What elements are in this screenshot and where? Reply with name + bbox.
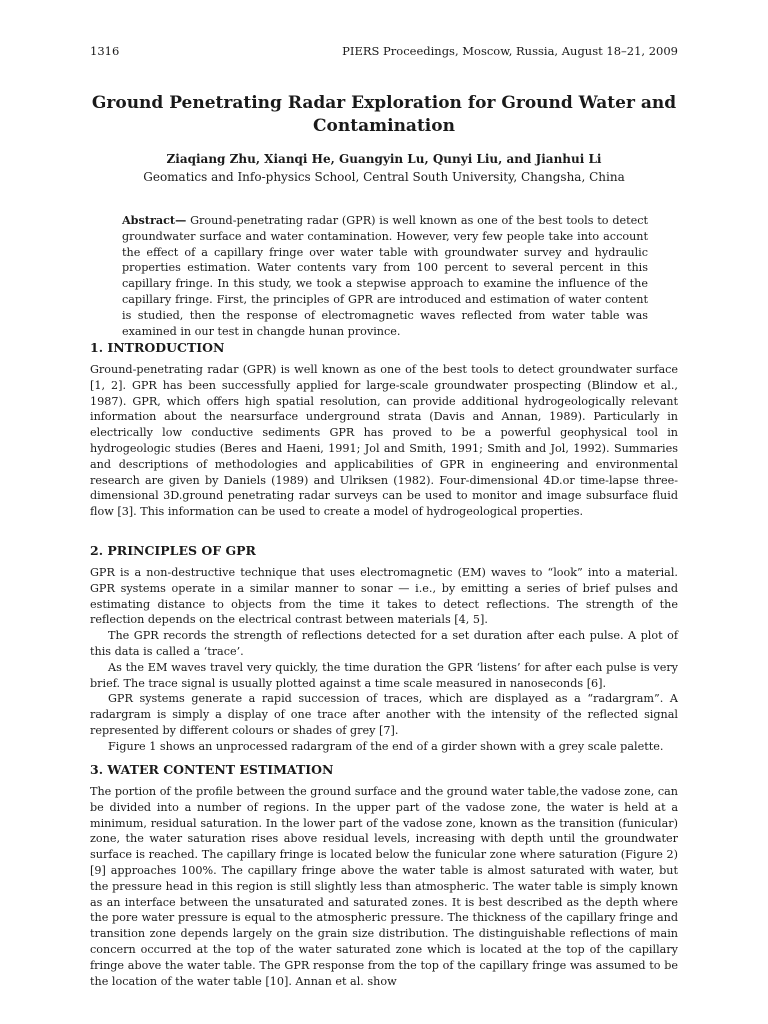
authors: Ziaqiang Zhu, Xianqi He, Guangyin Lu, Qunyi Liu, and Jianhui Li <box>166 152 602 166</box>
abstract-text: Ground-penetrating radar (GPR) is well known as one of the best tools to detect groundwater surface and water contamination. However, very few people take into account the effect of a capillary fringe over water table with groundwater survey and hydraulic properties estimation. Water contents vary from 100 percent to several percent in this capillary fringe. In this study, we took a stepwise approach to examine the influence of the capillary fringe. First, the principles of GPR are introduced and estimation of water content is studied, then the response of electromagnetic waves reflected from water table was examined in our test in changde hunan province. <box>122 214 648 338</box>
affiliation: Geomatics and Info-physics School, Central South University, Changsha, China <box>143 170 625 184</box>
page-number: 1316 <box>90 44 120 58</box>
paragraph: The GPR records the strength of reflections detected for a set duration after each pulse. A plot of this data is called a ‘trace’. <box>90 629 678 658</box>
paper-title: Ground Penetrating Radar Exploration for Ground Water and Contamination <box>91 93 677 136</box>
section-introduction <box>90 340 678 355</box>
paragraph: GPR systems generate a rapid succession of traces, which are displayed as a “radargram”. A radargram is simply a display of one trace after another with the intensity of the reflected signal represented by different colours or shades of grey [7]. <box>90 692 678 737</box>
proceedings-info: PIERS Proceedings, Moscow, Russia, August 18–21, 2009 <box>342 44 678 58</box>
section-principles <box>90 543 678 558</box>
running-header <box>90 44 678 58</box>
section-heading: 1. INTRODUCTION <box>90 340 225 355</box>
paragraph: Figure 1 shows an unprocessed radargram of the end of a girder shown with a grey scale palette. <box>108 739 664 753</box>
principles-body <box>90 565 678 755</box>
paragraph: The portion of the profile between the ground surface and the ground water table,the vadose zone, can be divided into a number of regions. In the upper part of the vadose zone, the water is held at a minimum, residual saturation. In the lower part of the vadose zone, known as the transition (funicular) zone, the water saturation rises above residual levels, increasing with depth until the groundwater surface is reached. The capillary fringe is located below the funicular zone where saturation (Figure 2) [9] approaches 100%. The capillary fringe above the water table is almost saturated with water, but the pressure head in this region is still slightly less than atmospheric. The water table is simply known as an interface between the unsaturated and saturated zones. It is best described as the depth where the pore water pressure is equal to the atmospheric pressure. The thickness of the capillary fringe and transition zone depends largely on the grain size distribution. The distinguishable reflections of main concern occurred at the top of the water saturated zone which is located at the top of the capillary fringe above the water table. The GPR response from the top of the capillary fringe was assumed to be the location of the water table [10]. Annan et al. show <box>90 785 678 988</box>
water-content-body <box>90 784 678 989</box>
abstract <box>122 213 648 339</box>
paragraph: GPR is a non-destructive technique that uses electromagnetic (EM) waves to “look” into a material. GPR systems operate in a similar manner to sonar — i.e., by emitting a series of brief pulses and estimating distance to objects from the time it takes to detect reflections. The strength of the reflection depends on the electrical contrast between materials [4, 5]. <box>90 566 678 627</box>
section-water-content <box>90 762 678 777</box>
abstract-label: Abstract— <box>122 213 187 227</box>
introduction-body <box>90 362 678 520</box>
paragraph: Ground-penetrating radar (GPR) is well known as one of the best tools to detect groundwater surface [1, 2]. GPR has been successfully applied for large-scale groundwater prospecting (Blindow et al., 1987). GPR, which offers high spatial resolution, can provide additional hydrogeologically relevant information about the nearsurface underground strata (Davis and Annan, 1989). Particularly in electrically low conductive sediments GPR has proved to be a powerful geophysical tool in hydrogeologic studies (Beres and Haeni, 1991; Jol and Smith, 1991; Smith and Jol, 1992). Summaries and descriptions of methodologies and applicabilities of GPR in engineering and environmental research are given by Daniels (1989) and Ulriksen (1982). Four-dimensional 4D.or time-lapse three- dimensional 3D.ground penetrating radar surveys can be used to monitor and image subsurface fluid flow [3]. This information can be used to create a model of hydrogeological properties. <box>90 363 678 519</box>
paragraph: As the EM waves travel very quickly, the time duration the GPR ‘listens’ for after each pulse is very brief. The trace signal is usually plotted against a time scale measured in nanoseconds [6]. <box>90 660 678 690</box>
section-heading: 2. PRINCIPLES OF GPR <box>90 543 256 558</box>
section-heading: 3. WATER CONTENT ESTIMATION <box>90 762 334 777</box>
